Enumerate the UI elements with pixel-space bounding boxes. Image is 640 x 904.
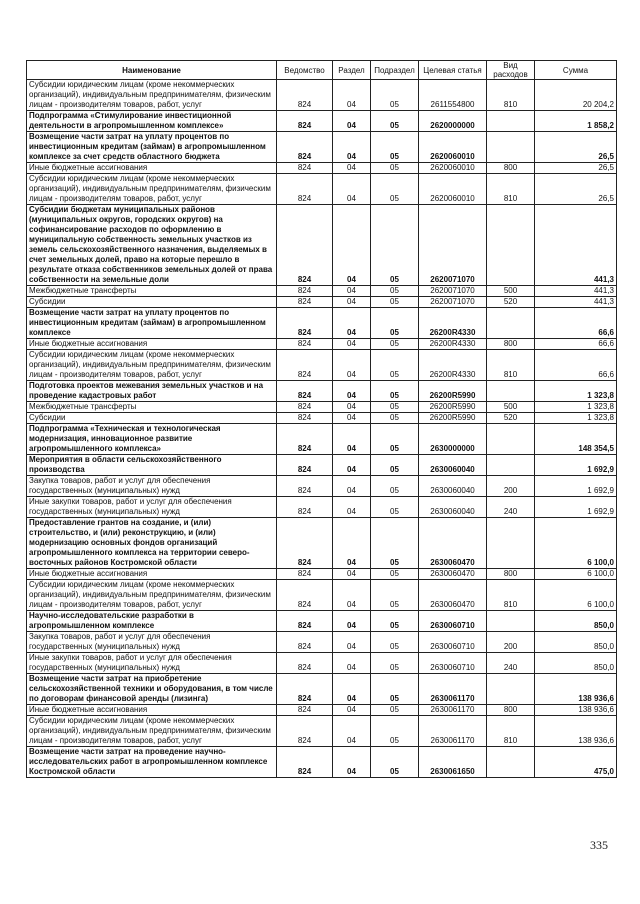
cell-exp-type: 810 bbox=[487, 716, 535, 747]
cell-subsection: 05 bbox=[371, 350, 419, 381]
cell-target: 2630061170 bbox=[419, 674, 487, 705]
cell-section: 04 bbox=[333, 424, 371, 455]
cell-subsection: 05 bbox=[371, 476, 419, 497]
cell-exp-type: 520 bbox=[487, 413, 535, 424]
cell-name: Межбюджетные трансферты bbox=[27, 402, 277, 413]
cell-target: 26200R4330 bbox=[419, 339, 487, 350]
table-row bbox=[27, 476, 617, 497]
header-name: Наименование bbox=[27, 61, 277, 80]
cell-dept: 824 bbox=[277, 308, 333, 339]
cell-target: 2630060040 bbox=[419, 455, 487, 476]
cell-exp-type: 520 bbox=[487, 297, 535, 308]
cell-dept: 824 bbox=[277, 653, 333, 674]
cell-subsection: 05 bbox=[371, 705, 419, 716]
cell-exp-type bbox=[487, 111, 535, 132]
cell-sum: 850,0 bbox=[535, 653, 617, 674]
cell-section: 04 bbox=[333, 569, 371, 580]
cell-exp-type: 810 bbox=[487, 174, 535, 205]
cell-exp-type bbox=[487, 611, 535, 632]
cell-exp-type bbox=[487, 205, 535, 286]
cell-name: Возмещение части затрат на уплату процентов по инвестиционным кредитам (займам) в агропромышленном комплексе за счет средств областного бюджета bbox=[27, 132, 277, 163]
cell-sum: 1 323,8 bbox=[535, 402, 617, 413]
cell-exp-type bbox=[487, 518, 535, 569]
cell-target: 2630060470 bbox=[419, 518, 487, 569]
cell-exp-type: 800 bbox=[487, 705, 535, 716]
cell-sum: 1 858,2 bbox=[535, 111, 617, 132]
cell-name: Иные закупки товаров, работ и услуг для обеспечения государственных (муниципальных) нужд bbox=[27, 497, 277, 518]
cell-section: 04 bbox=[333, 455, 371, 476]
cell-subsection: 05 bbox=[371, 132, 419, 163]
cell-exp-type: 500 bbox=[487, 402, 535, 413]
cell-exp-type: 810 bbox=[487, 580, 535, 611]
cell-name: Подготовка проектов межевания земельных участков и на проведение кадастровых работ bbox=[27, 381, 277, 402]
cell-name: Субсидии юридическим лицам (кроме некоммерческих организаций), индивидуальным предпринимателям, физическим лицам - производителям товаров, работ, услуг bbox=[27, 580, 277, 611]
cell-section: 04 bbox=[333, 111, 371, 132]
cell-exp-type bbox=[487, 455, 535, 476]
cell-section: 04 bbox=[333, 497, 371, 518]
cell-name: Субсидии bbox=[27, 413, 277, 424]
table-row bbox=[27, 163, 617, 174]
cell-exp-type: 800 bbox=[487, 163, 535, 174]
cell-target: 26200R4330 bbox=[419, 350, 487, 381]
cell-target: 2620071070 bbox=[419, 286, 487, 297]
cell-target: 2630061650 bbox=[419, 747, 487, 778]
cell-exp-type bbox=[487, 132, 535, 163]
cell-section: 04 bbox=[333, 132, 371, 163]
cell-sum: 66,6 bbox=[535, 339, 617, 350]
cell-subsection: 05 bbox=[371, 286, 419, 297]
cell-section: 04 bbox=[333, 286, 371, 297]
cell-dept: 824 bbox=[277, 424, 333, 455]
cell-sum: 441,3 bbox=[535, 205, 617, 286]
cell-name: Возмещение части затрат на уплату процентов по инвестиционным кредитам (займам) в агропромышленном комплексе bbox=[27, 308, 277, 339]
cell-subsection: 05 bbox=[371, 339, 419, 350]
header-target: Целевая статья bbox=[419, 61, 487, 80]
cell-target: 2620071070 bbox=[419, 297, 487, 308]
cell-section: 04 bbox=[333, 476, 371, 497]
cell-name: Предоставление грантов на создание, и (или) строительство, и (или) реконструкцию, и (или) модернизацию основных фондов организаций агропромышленного комплекса на территории северо-восточных районов Костромской области bbox=[27, 518, 277, 569]
cell-sum: 148 354,5 bbox=[535, 424, 617, 455]
page-number: 335 bbox=[590, 838, 608, 852]
cell-subsection: 05 bbox=[371, 80, 419, 111]
table-row bbox=[27, 653, 617, 674]
cell-section: 04 bbox=[333, 339, 371, 350]
cell-target: 2620060010 bbox=[419, 163, 487, 174]
table-body bbox=[27, 80, 617, 778]
cell-sum: 1 692,9 bbox=[535, 455, 617, 476]
cell-dept: 824 bbox=[277, 611, 333, 632]
cell-subsection: 05 bbox=[371, 497, 419, 518]
table-row bbox=[27, 569, 617, 580]
table-row bbox=[27, 455, 617, 476]
cell-dept: 824 bbox=[277, 132, 333, 163]
table-row bbox=[27, 716, 617, 747]
cell-name: Подпрограмма «Стимулирование инвестиционной деятельности в агропромышленном комплексе» bbox=[27, 111, 277, 132]
cell-exp-type: 200 bbox=[487, 476, 535, 497]
table-row bbox=[27, 402, 617, 413]
cell-section: 04 bbox=[333, 174, 371, 205]
budget-table bbox=[26, 60, 617, 778]
cell-sum: 66,6 bbox=[535, 350, 617, 381]
header-sum: Сумма bbox=[535, 61, 617, 80]
table-row bbox=[27, 632, 617, 653]
header-exp-type: Вид расходов bbox=[487, 61, 535, 80]
cell-dept: 824 bbox=[277, 497, 333, 518]
cell-subsection: 05 bbox=[371, 205, 419, 286]
cell-name: Иные бюджетные ассигнования bbox=[27, 339, 277, 350]
cell-sum: 26,5 bbox=[535, 163, 617, 174]
cell-dept: 824 bbox=[277, 580, 333, 611]
header-subsection: Подраздел bbox=[371, 61, 419, 80]
cell-subsection: 05 bbox=[371, 413, 419, 424]
cell-section: 04 bbox=[333, 402, 371, 413]
cell-target: 2630060040 bbox=[419, 497, 487, 518]
table-header-row bbox=[27, 61, 617, 80]
cell-dept: 824 bbox=[277, 339, 333, 350]
header-dept: Ведомство bbox=[277, 61, 333, 80]
cell-sum: 1 323,8 bbox=[535, 381, 617, 402]
table-row bbox=[27, 413, 617, 424]
cell-name: Возмещение части затрат на приобретение сельскохозяйственной техники и оборудования, в том числе по договорам финансовой аренды (лизинга) bbox=[27, 674, 277, 705]
budget-table-sheet bbox=[26, 60, 616, 778]
cell-name: Субсидии юридическим лицам (кроме некоммерческих организаций), индивидуальным предпринимателям, физическим лицам - производителям товаров, работ, услуг bbox=[27, 350, 277, 381]
cell-dept: 824 bbox=[277, 402, 333, 413]
cell-target: 26200R4330 bbox=[419, 308, 487, 339]
cell-name: Подпрограмма «Техническая и технологическая модернизация, инновационное развитие агропромышленного комплекса» bbox=[27, 424, 277, 455]
cell-sum: 6 100,0 bbox=[535, 569, 617, 580]
table-row bbox=[27, 674, 617, 705]
cell-subsection: 05 bbox=[371, 402, 419, 413]
cell-target: 2620071070 bbox=[419, 205, 487, 286]
cell-subsection: 05 bbox=[371, 381, 419, 402]
cell-subsection: 05 bbox=[371, 580, 419, 611]
cell-dept: 824 bbox=[277, 518, 333, 569]
cell-exp-type bbox=[487, 308, 535, 339]
table-row bbox=[27, 205, 617, 286]
cell-subsection: 05 bbox=[371, 611, 419, 632]
cell-sum: 6 100,0 bbox=[535, 580, 617, 611]
cell-dept: 824 bbox=[277, 455, 333, 476]
cell-name: Субсидии bbox=[27, 297, 277, 308]
cell-subsection: 05 bbox=[371, 455, 419, 476]
cell-sum: 26,5 bbox=[535, 132, 617, 163]
cell-subsection: 05 bbox=[371, 174, 419, 205]
cell-subsection: 05 bbox=[371, 518, 419, 569]
cell-subsection: 05 bbox=[371, 674, 419, 705]
cell-dept: 824 bbox=[277, 716, 333, 747]
cell-name: Закупка товаров, работ и услуг для обеспечения государственных (муниципальных) нужд bbox=[27, 476, 277, 497]
cell-exp-type: 800 bbox=[487, 569, 535, 580]
cell-section: 04 bbox=[333, 413, 371, 424]
cell-name: Закупка товаров, работ и услуг для обеспечения государственных (муниципальных) нужд bbox=[27, 632, 277, 653]
cell-name: Субсидии юридическим лицам (кроме некоммерческих организаций), индивидуальным предпринимателям, физическим лицам - производителям товаров, работ, услуг bbox=[27, 716, 277, 747]
cell-dept: 824 bbox=[277, 381, 333, 402]
cell-dept: 824 bbox=[277, 569, 333, 580]
table-row bbox=[27, 174, 617, 205]
cell-exp-type bbox=[487, 674, 535, 705]
cell-target: 2620060010 bbox=[419, 132, 487, 163]
cell-dept: 824 bbox=[277, 705, 333, 716]
table-row bbox=[27, 747, 617, 778]
cell-target: 2630060710 bbox=[419, 632, 487, 653]
cell-dept: 824 bbox=[277, 205, 333, 286]
cell-name: Научно-исследовательские разработки в агропромышленном комплексе bbox=[27, 611, 277, 632]
cell-section: 04 bbox=[333, 653, 371, 674]
cell-name: Субсидии юридическим лицам (кроме некоммерческих организаций), индивидуальным предпринимателям, физическим лицам - производителям товаров, работ, услуг bbox=[27, 174, 277, 205]
cell-exp-type: 240 bbox=[487, 653, 535, 674]
cell-name: Иные бюджетные ассигнования bbox=[27, 705, 277, 716]
cell-section: 04 bbox=[333, 163, 371, 174]
cell-sum: 138 936,6 bbox=[535, 705, 617, 716]
table-row bbox=[27, 308, 617, 339]
cell-exp-type: 240 bbox=[487, 497, 535, 518]
table-row bbox=[27, 424, 617, 455]
cell-sum: 138 936,6 bbox=[535, 716, 617, 747]
cell-target: 2630060470 bbox=[419, 580, 487, 611]
cell-section: 04 bbox=[333, 350, 371, 381]
cell-section: 04 bbox=[333, 381, 371, 402]
table-row bbox=[27, 381, 617, 402]
cell-section: 04 bbox=[333, 705, 371, 716]
cell-dept: 824 bbox=[277, 747, 333, 778]
cell-exp-type: 810 bbox=[487, 350, 535, 381]
cell-dept: 824 bbox=[277, 350, 333, 381]
cell-name: Межбюджетные трансферты bbox=[27, 286, 277, 297]
table-row bbox=[27, 518, 617, 569]
cell-subsection: 05 bbox=[371, 308, 419, 339]
cell-target: 2630060040 bbox=[419, 476, 487, 497]
cell-name: Возмещение части затрат на проведение научно-исследовательских работ в агропромышленном комплексе Костромской области bbox=[27, 747, 277, 778]
cell-dept: 824 bbox=[277, 111, 333, 132]
cell-subsection: 05 bbox=[371, 569, 419, 580]
cell-dept: 824 bbox=[277, 632, 333, 653]
cell-sum: 138 936,6 bbox=[535, 674, 617, 705]
cell-dept: 824 bbox=[277, 476, 333, 497]
cell-sum: 850,0 bbox=[535, 611, 617, 632]
table-row bbox=[27, 132, 617, 163]
cell-subsection: 05 bbox=[371, 163, 419, 174]
table-row bbox=[27, 580, 617, 611]
cell-name: Мероприятия в области сельскохозяйственного производства bbox=[27, 455, 277, 476]
cell-sum: 850,0 bbox=[535, 632, 617, 653]
cell-exp-type: 500 bbox=[487, 286, 535, 297]
cell-target: 2630060710 bbox=[419, 611, 487, 632]
cell-target: 26200R5990 bbox=[419, 381, 487, 402]
cell-section: 04 bbox=[333, 80, 371, 111]
table-row bbox=[27, 286, 617, 297]
cell-name: Субсидии юридическим лицам (кроме некоммерческих организаций), индивидуальным предпринимателям, физическим лицам - производителям товаров, работ, услуг bbox=[27, 80, 277, 111]
cell-exp-type bbox=[487, 424, 535, 455]
table-row bbox=[27, 705, 617, 716]
cell-subsection: 05 bbox=[371, 653, 419, 674]
cell-sum: 441,3 bbox=[535, 297, 617, 308]
cell-target: 26200R5990 bbox=[419, 413, 487, 424]
cell-target: 2630060710 bbox=[419, 653, 487, 674]
cell-subsection: 05 bbox=[371, 297, 419, 308]
cell-name: Субсидии бюджетам муниципальных районов (муниципальных округов, городских округов) на софинансирование расходов по оформлению в муниципальную собственность земельных участков из земель сельскохозяйственного назначения, выделяемых в счет земельных долей, право на которые перешло в результате отказа собственников земельных долей от права собственности на земельные доли bbox=[27, 205, 277, 286]
cell-section: 04 bbox=[333, 747, 371, 778]
cell-subsection: 05 bbox=[371, 632, 419, 653]
cell-dept: 824 bbox=[277, 174, 333, 205]
cell-section: 04 bbox=[333, 580, 371, 611]
cell-sum: 441,3 bbox=[535, 286, 617, 297]
table-row bbox=[27, 297, 617, 308]
cell-target: 2630060470 bbox=[419, 569, 487, 580]
cell-section: 04 bbox=[333, 518, 371, 569]
cell-dept: 824 bbox=[277, 163, 333, 174]
cell-section: 04 bbox=[333, 297, 371, 308]
cell-dept: 824 bbox=[277, 297, 333, 308]
cell-target: 2620000000 bbox=[419, 111, 487, 132]
cell-exp-type: 800 bbox=[487, 339, 535, 350]
cell-exp-type: 200 bbox=[487, 632, 535, 653]
cell-target: 2630061170 bbox=[419, 716, 487, 747]
cell-sum: 475,0 bbox=[535, 747, 617, 778]
cell-dept: 824 bbox=[277, 413, 333, 424]
table-row bbox=[27, 111, 617, 132]
cell-exp-type bbox=[487, 381, 535, 402]
cell-target: 26200R5990 bbox=[419, 402, 487, 413]
cell-subsection: 05 bbox=[371, 111, 419, 132]
cell-target: 2630061170 bbox=[419, 705, 487, 716]
cell-target: 2611554800 bbox=[419, 80, 487, 111]
cell-section: 04 bbox=[333, 205, 371, 286]
table-row bbox=[27, 497, 617, 518]
table-row bbox=[27, 80, 617, 111]
cell-sum: 1 692,9 bbox=[535, 476, 617, 497]
cell-section: 04 bbox=[333, 308, 371, 339]
cell-name: Иные бюджетные ассигнования bbox=[27, 569, 277, 580]
cell-name: Иные бюджетные ассигнования bbox=[27, 163, 277, 174]
cell-target: 2620060010 bbox=[419, 174, 487, 205]
cell-name: Иные закупки товаров, работ и услуг для обеспечения государственных (муниципальных) нужд bbox=[27, 653, 277, 674]
table-row bbox=[27, 339, 617, 350]
cell-exp-type bbox=[487, 747, 535, 778]
cell-section: 04 bbox=[333, 632, 371, 653]
cell-subsection: 05 bbox=[371, 716, 419, 747]
cell-target: 2630000000 bbox=[419, 424, 487, 455]
cell-exp-type: 810 bbox=[487, 80, 535, 111]
cell-section: 04 bbox=[333, 611, 371, 632]
cell-dept: 824 bbox=[277, 674, 333, 705]
cell-sum: 1 323,8 bbox=[535, 413, 617, 424]
cell-section: 04 bbox=[333, 674, 371, 705]
cell-sum: 26,5 bbox=[535, 174, 617, 205]
cell-subsection: 05 bbox=[371, 747, 419, 778]
cell-dept: 824 bbox=[277, 286, 333, 297]
cell-sum: 20 204,2 bbox=[535, 80, 617, 111]
cell-subsection: 05 bbox=[371, 424, 419, 455]
table-row bbox=[27, 350, 617, 381]
cell-dept: 824 bbox=[277, 80, 333, 111]
cell-sum: 1 692,9 bbox=[535, 497, 617, 518]
cell-section: 04 bbox=[333, 716, 371, 747]
cell-sum: 6 100,0 bbox=[535, 518, 617, 569]
cell-sum: 66,6 bbox=[535, 308, 617, 339]
header-section: Раздел bbox=[333, 61, 371, 80]
table-row bbox=[27, 611, 617, 632]
